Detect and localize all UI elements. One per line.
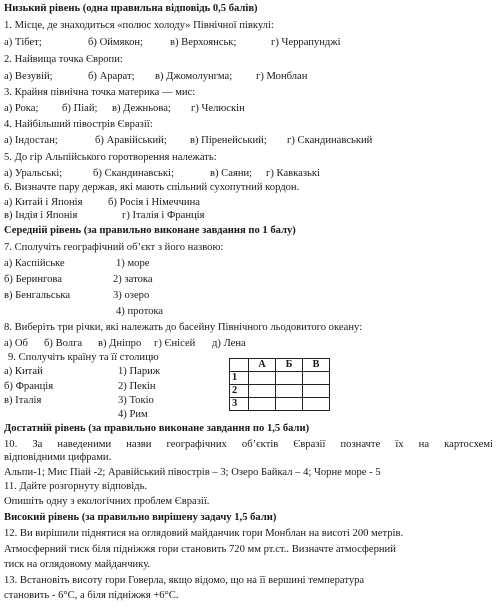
q3-option-b: б) Піай; bbox=[62, 103, 98, 114]
q9-left-b: б) Франція bbox=[4, 381, 54, 392]
q5-option-a: а) Уральські; bbox=[4, 168, 63, 179]
q4-option-b: б) Аравійський; bbox=[95, 135, 167, 146]
q2-option-a: а) Везувій; bbox=[4, 71, 53, 82]
question-10-line-2: відповідними цифрами. bbox=[4, 452, 112, 463]
q4-option-a: а) Індостан; bbox=[4, 135, 58, 146]
q9-left-c: в) Італія bbox=[4, 395, 42, 406]
grid-row-label-2: 2 bbox=[230, 385, 249, 398]
question-4: 4. Найбільший півострів Євразії: bbox=[4, 119, 153, 130]
question-12-line-3: тиск на оглядовому майданчику. bbox=[4, 559, 151, 570]
q8-option-e: д) Лена bbox=[212, 338, 246, 349]
q6-option-d: г) Італія і Франція bbox=[122, 210, 205, 221]
question-12-line-2: Атмосферний тиск біля підніжжя гори становить 720 мм рт.ст.. Визначте атмосферний bbox=[4, 544, 396, 555]
section-low-heading: Низький рівень (одна правильна відповідь 0,5 балів) bbox=[4, 3, 258, 14]
question-2: 2. Найвища точка Європи: bbox=[4, 54, 123, 65]
grid-row-label-3: 3 bbox=[230, 398, 249, 411]
grid-cell[interactable] bbox=[303, 372, 330, 385]
q2-option-d: г) Монблан bbox=[256, 71, 308, 82]
question-10-objects: Альпи-1; Мис Піай -2; Аравійський півострів – 3; Озеро Байкал – 4; Чорне море - 5 bbox=[4, 467, 381, 478]
grid-cell[interactable] bbox=[303, 385, 330, 398]
grid-cell[interactable] bbox=[276, 385, 303, 398]
grid-cell[interactable] bbox=[276, 398, 303, 411]
q3-option-c: в) Дежньова; bbox=[112, 103, 171, 114]
q7-right-4: 4) протока bbox=[116, 306, 164, 317]
section-high-heading: Високий рівень (за правильно вирішену задачу 1,5 бали) bbox=[4, 512, 277, 523]
question-11-task: Опишіть одну з екологічних проблем Євразії. bbox=[4, 496, 210, 507]
q7-left-b: б) Берингова bbox=[4, 274, 62, 285]
q1-option-d: г) Черрапунджі bbox=[271, 37, 341, 48]
q5-option-d: г) Кавказькі bbox=[266, 168, 320, 179]
q5-option-b: б) Скандинавські; bbox=[93, 168, 174, 179]
question-8: 8. Виберіть три річки, які належать до басейну Північного льодовитого океану: bbox=[4, 322, 363, 333]
q9-left-a: а) Китай bbox=[4, 366, 43, 377]
q8-option-d: г) Єнісей bbox=[154, 338, 196, 349]
question-7: 7. Сполучіть географічний об’єкт з його назвою: bbox=[4, 242, 224, 253]
q6-option-c: в) Індія і Японія bbox=[4, 210, 78, 221]
question-1: 1. Місце, де знаходиться «полюс холоду» Північної півкулі: bbox=[4, 20, 274, 31]
q8-option-a: а) Об bbox=[4, 338, 28, 349]
grid-cell[interactable] bbox=[303, 398, 330, 411]
q7-left-c: в) Бенгальська bbox=[4, 290, 71, 301]
question-3: 3. Крайня північна точка материка — мис: bbox=[4, 87, 196, 98]
q7-right-2: 2) затока bbox=[113, 274, 153, 285]
q7-right-1: 1) море bbox=[116, 258, 150, 269]
q7-left-a: а) Каспійське bbox=[4, 258, 65, 269]
q3-option-a: а) Рока; bbox=[4, 103, 39, 114]
question-9: 9. Сполучіть країну та її столицю bbox=[8, 352, 159, 363]
question-13-line-2: становить - 6°С, а біля підніжжя +6°С. bbox=[4, 590, 179, 601]
question-13-line-1: 13. Встановіть висоту гори Говерла, якщо відомо, що на її вершині температура bbox=[4, 575, 365, 586]
q5-option-c: в) Саяни; bbox=[210, 168, 253, 179]
q8-option-c: в) Дніпро bbox=[98, 338, 142, 349]
question-5: 5. До гір Альпійського горотворення належать: bbox=[4, 152, 217, 163]
question-6: 6. Визначте пару держав, які мають спільний сухопутний кордон. bbox=[4, 182, 300, 193]
q4-option-d: г) Скандинавський bbox=[287, 135, 373, 146]
q6-option-a: а) Китай і Японія bbox=[4, 197, 83, 208]
grid-row-label-1: 1 bbox=[230, 372, 249, 385]
q1-option-a: а) Тібет; bbox=[4, 37, 42, 48]
q4-option-c: в) Піренейський; bbox=[190, 135, 267, 146]
question-10-line-1: 10. За наведеними назви географічних об’єктів Євразії позначте їх на картосхемі bbox=[4, 439, 493, 450]
grid-header-a: А bbox=[249, 359, 276, 372]
q9-right-4: 4) Рим bbox=[118, 409, 148, 420]
q1-option-b: б) Оймякон; bbox=[88, 37, 143, 48]
grid-cell[interactable] bbox=[276, 372, 303, 385]
grid-cell[interactable] bbox=[249, 372, 276, 385]
grid-header-c: В bbox=[303, 359, 330, 372]
answer-grid bbox=[229, 358, 330, 411]
q8-option-b: б) Волга bbox=[44, 338, 83, 349]
section-mid-heading: Середній рівень (за правильно виконане завдання по 1 балу) bbox=[4, 225, 296, 236]
grid-header-b: Б bbox=[276, 359, 303, 372]
section-sufficient-heading: Достатній рівень (за правильно виконане завдання по 1,5 бали) bbox=[4, 423, 310, 434]
q7-right-3: 3) озеро bbox=[113, 290, 150, 301]
q9-right-3: 3) Токіо bbox=[118, 395, 154, 406]
question-12-line-1: 12. Ви вирішили піднятися на оглядовий майданчик гори Монблан на висоті 200 метрів. bbox=[4, 528, 404, 539]
q2-option-c: в) Джомолунгма; bbox=[155, 71, 233, 82]
q1-option-c: в) Верхоянськ; bbox=[170, 37, 237, 48]
grid-cell[interactable] bbox=[249, 398, 276, 411]
grid-corner bbox=[230, 359, 249, 372]
q2-option-b: б) Арарат; bbox=[88, 71, 135, 82]
q6-option-b: б) Росія і Німеччина bbox=[108, 197, 200, 208]
q3-option-d: г) Челюскін bbox=[191, 103, 245, 114]
question-11: 11. Дайте розгорнуту відповідь. bbox=[4, 481, 148, 492]
q9-right-1: 1) Париж bbox=[118, 366, 161, 377]
q9-right-2: 2) Пекін bbox=[118, 381, 156, 392]
grid-cell[interactable] bbox=[249, 385, 276, 398]
